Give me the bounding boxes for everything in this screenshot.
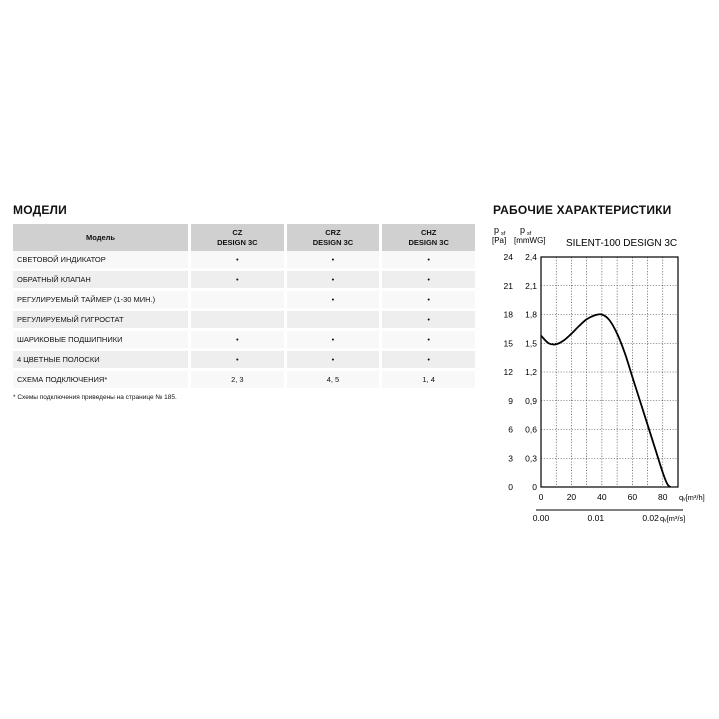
models-header-row <box>13 224 475 251</box>
crz-cell <box>284 311 380 331</box>
feature-cell: РЕГУЛИРУЕМЫЙ ТАЙМЕР (1-30 МИН.) <box>13 291 188 311</box>
feature-cell: РЕГУЛИРУЕМЫЙ ГИГРОСТАТ <box>13 311 188 331</box>
table-row <box>13 331 475 351</box>
x-tick-label-top: 20 <box>566 492 577 502</box>
x-tick-label-top: 40 <box>597 492 607 502</box>
x-label-top: qᵥ[m³/h] <box>679 493 705 502</box>
table-row <box>13 351 475 371</box>
cz-cell: • <box>188 271 284 291</box>
table-row <box>13 271 475 291</box>
y-tick-label-right: 1,2 <box>525 367 537 377</box>
y-tick-label-left: 0 <box>508 482 513 492</box>
y-label-right-unit: [mmWG] <box>514 236 546 245</box>
y-tick-label-left: 3 <box>508 453 513 464</box>
crz-cell: • <box>284 291 380 311</box>
performance-chart <box>484 222 719 532</box>
x-tick-label-top: 60 <box>627 492 638 502</box>
table-row <box>13 251 475 271</box>
x-tick-label-top: 80 <box>658 492 668 502</box>
chz-cell: • <box>379 271 475 291</box>
feature-cell: 4 ЦВЕТНЫЕ ПОЛОСКИ <box>13 351 188 371</box>
header-model: Модель <box>13 224 188 251</box>
footnote: * Схемы подключения приведены на странице № 185. <box>13 394 177 401</box>
chz-cell: • <box>379 311 475 331</box>
chz-cell: • <box>379 331 475 351</box>
y-tick-label-left: 24 <box>503 252 513 262</box>
chz-cell: 1, 4 <box>379 371 475 391</box>
y-tick-label-left: 21 <box>503 280 513 291</box>
x-tick-label-bottom: 0.02 <box>642 513 659 523</box>
x-label-bottom: qᵥ[m³/s] <box>660 514 686 523</box>
y-label-right-symbol: p <box>520 225 526 235</box>
y-tick-label-right: 0,3 <box>525 453 537 464</box>
cz-cell: • <box>188 351 284 371</box>
y-tick-label-left: 12 <box>503 367 513 377</box>
y-tick-label-right: 1,5 <box>525 338 537 349</box>
cz-cell <box>188 311 284 331</box>
chz-cell: • <box>379 291 475 311</box>
y-label-left-symbol: p <box>494 225 500 235</box>
y-tick-label-left: 9 <box>508 395 513 406</box>
y-tick-label-right: 0,6 <box>525 424 537 435</box>
cz-cell: • <box>188 251 284 271</box>
x-tick-label-bottom: 0.00 <box>532 513 550 523</box>
y-label-left-sub: sf <box>501 231 506 237</box>
models-table <box>13 224 475 391</box>
feature-cell: ОБРАТНЫЙ КЛАПАН <box>13 271 188 291</box>
y-tick-label-left: 18 <box>503 309 513 320</box>
crz-cell: • <box>284 251 380 271</box>
chart-title: SILENT-100 DESIGN 3C <box>566 238 678 249</box>
cz-cell: • <box>188 331 284 351</box>
y-tick-label-left: 6 <box>508 424 513 435</box>
feature-cell: СВЕТОВОЙ ИНДИКАТОР <box>13 251 188 271</box>
table-row <box>13 371 475 391</box>
feature-cell: ШАРИКОВЫЕ ПОДШИПНИКИ <box>13 331 188 351</box>
header-cz: CZ DESIGN 3C <box>188 224 284 251</box>
crz-cell: • <box>284 271 380 291</box>
crz-cell: • <box>284 331 380 351</box>
header-crz: CRZ DESIGN 3C <box>284 224 380 251</box>
models-title: МОДЕЛИ <box>13 203 67 217</box>
x-tick-label-bottom: 0.01 <box>587 513 605 523</box>
crz-cell: • <box>284 351 380 371</box>
cz-cell <box>188 291 284 311</box>
y-tick-label-right: 2,1 <box>525 280 537 291</box>
y-tick-label-left: 15 <box>503 338 513 349</box>
chz-cell: • <box>379 351 475 371</box>
chz-cell: • <box>379 251 475 271</box>
table-row <box>13 291 475 311</box>
y-label-right-sub: sf <box>527 231 532 237</box>
x-tick-label-top: 0 <box>538 492 544 502</box>
y-tick-label-right: 0,9 <box>525 395 537 406</box>
performance-title: РАБОЧИЕ ХАРАКТЕРИСТИКИ <box>493 203 672 217</box>
y-tick-label-right: 1,8 <box>525 309 537 320</box>
y-tick-label-right: 2,4 <box>525 252 537 262</box>
crz-cell: 4, 5 <box>284 371 380 391</box>
cz-cell: 2, 3 <box>188 371 284 391</box>
feature-cell: СХЕМА ПОДКЛЮЧЕНИЯ* <box>13 371 188 391</box>
table-row <box>13 311 475 331</box>
y-label-left-unit: [Pa] <box>492 236 507 245</box>
header-chz: CHZ DESIGN 3C <box>379 224 475 251</box>
y-tick-label-right: 0 <box>532 482 537 492</box>
